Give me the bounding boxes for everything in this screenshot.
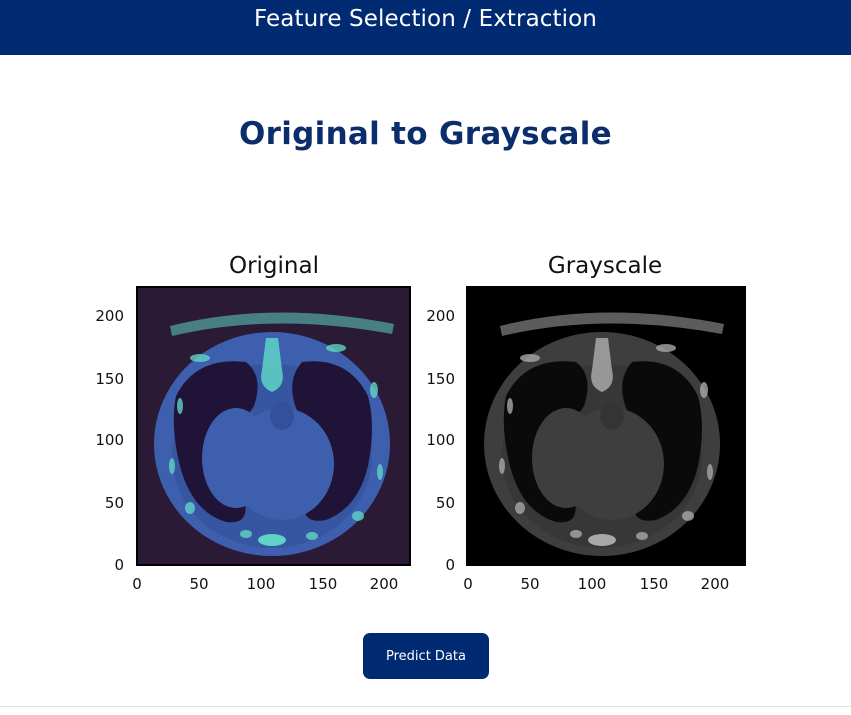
rib-bone [700, 382, 708, 398]
rib-bone [240, 530, 252, 538]
y-tick-label: 0 [114, 556, 124, 574]
x-tick-label: 150 [308, 575, 338, 593]
x-tick-label: 100 [246, 575, 276, 593]
x-tick-label: 200 [369, 575, 399, 593]
x-tick-label: 0 [132, 575, 142, 593]
y-tick-label: 200 [426, 307, 455, 325]
rib-bone [636, 532, 648, 540]
rib-bone [507, 398, 513, 414]
y-tick-label: 0 [445, 556, 455, 574]
rib-bone [370, 382, 378, 398]
vertebra [258, 534, 286, 546]
rib-bone [326, 344, 346, 352]
rib-bone [707, 464, 713, 480]
rib-bone [306, 532, 318, 540]
grayscale-ct-image [466, 286, 746, 566]
aorta [600, 402, 624, 430]
top-header-bar [0, 0, 851, 55]
rib-bone [177, 398, 183, 414]
rib-bone [377, 464, 383, 480]
rib-bone [656, 344, 676, 352]
x-tick-label: 50 [520, 575, 540, 593]
rib-bone [169, 458, 175, 474]
y-tick-label: 150 [426, 370, 455, 388]
rib-bone [570, 530, 582, 538]
x-tick-label: 0 [463, 575, 473, 593]
rib-bone [185, 502, 195, 514]
header-title: Feature Selection / Extraction [253, 6, 597, 32]
rib-bone [352, 511, 364, 521]
y-tick-label: 100 [426, 431, 455, 449]
rib-bone [515, 502, 525, 514]
comparison-figure [70, 250, 770, 600]
x-tick-label: 50 [189, 575, 209, 593]
rib-bone [499, 458, 505, 474]
vertebra [588, 534, 616, 546]
y-tick-label: 200 [95, 307, 124, 325]
y-tick-label: 50 [104, 494, 124, 512]
original-ct-image [136, 286, 411, 566]
aorta [270, 402, 294, 430]
liver-region [202, 408, 270, 508]
liver-region [532, 408, 600, 508]
page-title: Original to Grayscale [238, 116, 612, 152]
y-tick-label: 50 [435, 494, 455, 512]
x-tick-label: 150 [639, 575, 669, 593]
x-tick-label: 100 [577, 575, 607, 593]
rib-bone [190, 354, 210, 362]
footer-divider [0, 706, 851, 707]
y-tick-label: 150 [95, 370, 124, 388]
panel-title-original: Original [228, 253, 319, 279]
panel-title-grayscale: Grayscale [547, 253, 663, 279]
rib-bone [682, 511, 694, 521]
x-tick-label: 200 [700, 575, 730, 593]
y-tick-label: 100 [95, 431, 124, 449]
predict-data-button[interactable]: Predict Data [363, 633, 489, 679]
rib-bone [520, 354, 540, 362]
